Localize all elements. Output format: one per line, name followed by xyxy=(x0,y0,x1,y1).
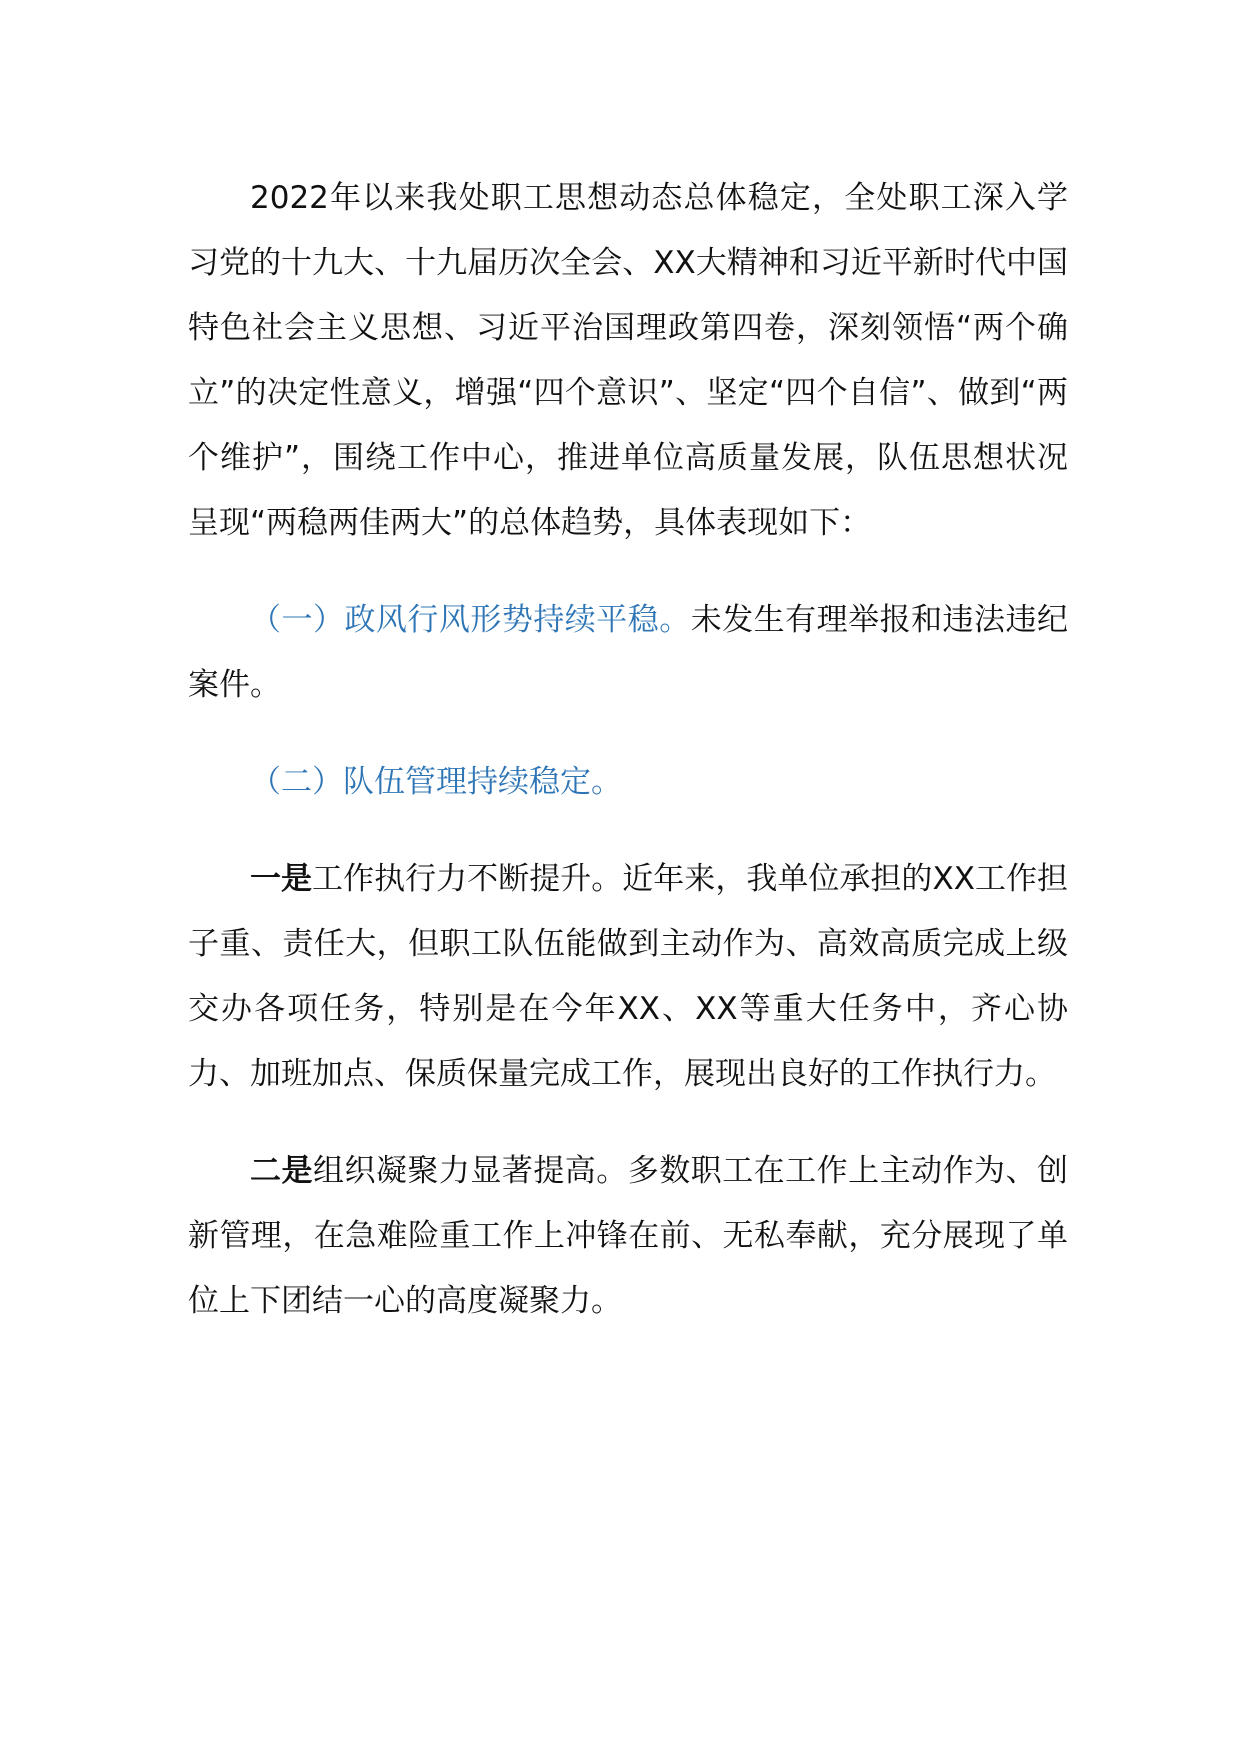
point-2-lead: 二是 xyxy=(250,1153,313,1189)
point-2-paragraph xyxy=(188,1139,1068,1334)
section-1-paragraph xyxy=(188,588,1068,718)
point-2-text: 组织凝聚力显著提高。多数职工在工作上主动作为、创新管理，在急难险重工作上冲锋在前、无私奉献，充分展现了单位上下团结一心的高度凝聚力。 xyxy=(188,1153,1069,1319)
section-1-text: 未发生有理举报和违法违纪案件。 xyxy=(188,602,1068,703)
section-2-paragraph xyxy=(188,750,1068,815)
intro-text: 2022年以来我处职工思想动态总体稳定，全处职工深入学习党的十九大、十九届历次全会、XX大精神和习近平新时代中国特色社会主义思想、习近平治国理政第四卷，深刻领悟“两个确立”的决定性意义，增强“四个意识”、坚定“四个自信”、做到“两个维护”，围绕工作中心，推进单位高质量发展，队伍思想状况呈现“两稳两佳两大”的总体趋势，具体表现如下： xyxy=(188,180,1068,541)
section-2-heading: （二）队伍管理持续稳定。 xyxy=(250,764,622,800)
point-1-lead: 一是 xyxy=(250,861,313,897)
intro-paragraph xyxy=(188,166,1068,556)
point-1-text: 工作执行力不断提升。近年来，我单位承担的XX工作担子重、责任大，但职工队伍能做到主动作为、高效高质完成上级交办各项任务，特别是在今年XX、XX等重大任务中，齐心协力、加班加点、保质保量完成工作，展现出良好的工作执行力。 xyxy=(188,861,1068,1092)
document-body xyxy=(188,166,1068,1334)
section-1-heading: （一）政风行风形势持续平稳。 xyxy=(250,602,691,638)
point-1-paragraph xyxy=(188,847,1068,1107)
